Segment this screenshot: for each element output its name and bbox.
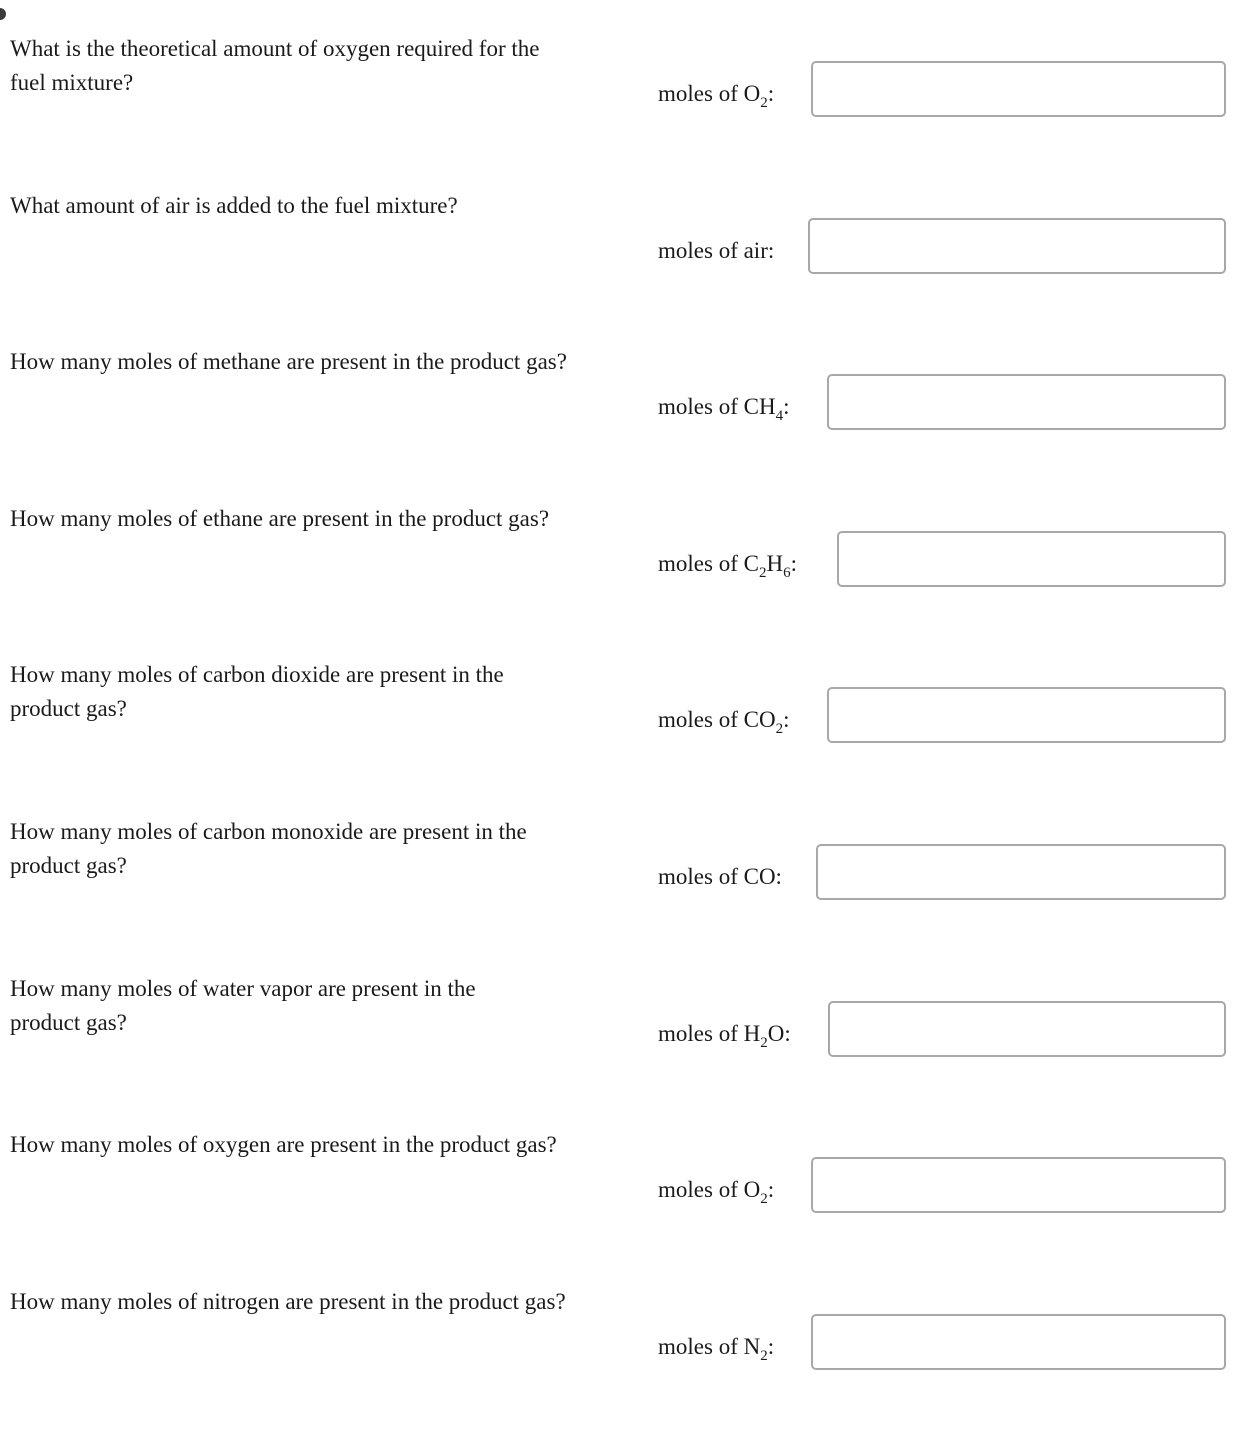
answer-input-nitrogen[interactable] <box>811 1314 1226 1370</box>
answer-label-suffix: : <box>790 551 797 576</box>
answer-label-text: moles of <box>658 394 744 419</box>
answer-label <box>658 1017 791 1051</box>
question-text: What amount of air is added to the fuel mixture? <box>10 193 458 218</box>
question-row <box>0 1253 1252 1409</box>
question-row <box>0 783 1252 939</box>
formula-symbol: H <box>743 1021 761 1046</box>
question-row <box>0 157 1252 313</box>
answer-input-oxygen-required[interactable] <box>811 61 1226 117</box>
formula-subscript: 2 <box>760 1191 768 1207</box>
answer-label <box>658 1330 774 1364</box>
formula-symbol: C <box>743 551 759 576</box>
formula-symbol: O <box>743 81 761 106</box>
answer-label-suffix: : <box>767 1177 775 1202</box>
formula-symbol: H <box>766 551 784 576</box>
answer-label <box>658 1173 774 1207</box>
answer-label-text: moles of <box>658 551 744 576</box>
answer-label <box>658 547 797 581</box>
answer-label-text: moles of <box>658 707 744 732</box>
question-text: How many moles of ethane are present in the product gas? <box>10 506 550 531</box>
answer-label-text: moles of <box>658 1177 744 1202</box>
answer-input-carbon-monoxide[interactable] <box>816 844 1226 900</box>
answer-label <box>658 234 774 268</box>
answer-label-text: moles of air: <box>658 238 775 263</box>
answer-label-suffix: : <box>783 707 790 732</box>
formula-symbol: N <box>743 1334 761 1359</box>
formula-symbol: CO <box>743 707 776 732</box>
question-text: How many moles of water vapor are present in the product gas? <box>10 976 476 1035</box>
answer-label-suffix: : <box>767 81 775 106</box>
formula-subscript: 2 <box>760 1035 768 1051</box>
question-text: How many moles of oxygen are present in the product gas? <box>10 1132 557 1157</box>
answer-label-text: moles of <box>658 81 744 106</box>
answer-label-text: moles of CO: <box>658 864 782 889</box>
answer-input-carbon-dioxide[interactable] <box>827 687 1226 743</box>
formula-subscript: 2 <box>760 95 768 111</box>
question-row <box>0 0 1252 156</box>
answer-input-oxygen-product[interactable] <box>811 1157 1226 1213</box>
answer-label <box>658 860 782 894</box>
question-row <box>0 313 1252 469</box>
formula-subscript: 6 <box>783 565 791 581</box>
answer-label <box>658 77 774 111</box>
answer-input-water-vapor[interactable] <box>828 1001 1226 1057</box>
answer-input-methane[interactable] <box>827 374 1226 430</box>
formula-symbol: O <box>767 1021 785 1046</box>
question-row <box>0 470 1252 626</box>
formula-symbol: CH <box>743 394 776 419</box>
answer-input-ethane[interactable] <box>837 531 1226 587</box>
answer-input-air[interactable] <box>808 218 1226 274</box>
formula-subscript: 2 <box>758 565 767 581</box>
formula-subscript: 4 <box>775 408 784 424</box>
question-text: How many moles of carbon dioxide are present in the product gas? <box>10 662 504 721</box>
question-text: How many moles of methane are present in the product gas? <box>10 349 567 374</box>
formula-subscript: 2 <box>760 1348 768 1364</box>
formula-symbol: O <box>743 1177 761 1202</box>
question-text: How many moles of carbon monoxide are present in the product gas? <box>10 819 527 878</box>
question-row <box>0 626 1252 782</box>
answer-label <box>658 703 789 737</box>
answer-label-suffix: : <box>784 1021 791 1046</box>
answer-label-text: moles of <box>658 1021 744 1046</box>
question-row <box>0 1096 1252 1252</box>
question-text: What is the theoretical amount of oxygen required for the fuel mixture? <box>10 36 540 95</box>
answer-label-text: moles of <box>658 1334 744 1359</box>
question-row <box>0 940 1252 1096</box>
formula-subscript: 2 <box>775 721 784 737</box>
answer-label-suffix: : <box>783 394 790 419</box>
answer-label <box>658 390 789 424</box>
answer-label-suffix: : <box>767 1334 775 1359</box>
question-text: How many moles of nitrogen are present in the product gas? <box>10 1289 566 1314</box>
